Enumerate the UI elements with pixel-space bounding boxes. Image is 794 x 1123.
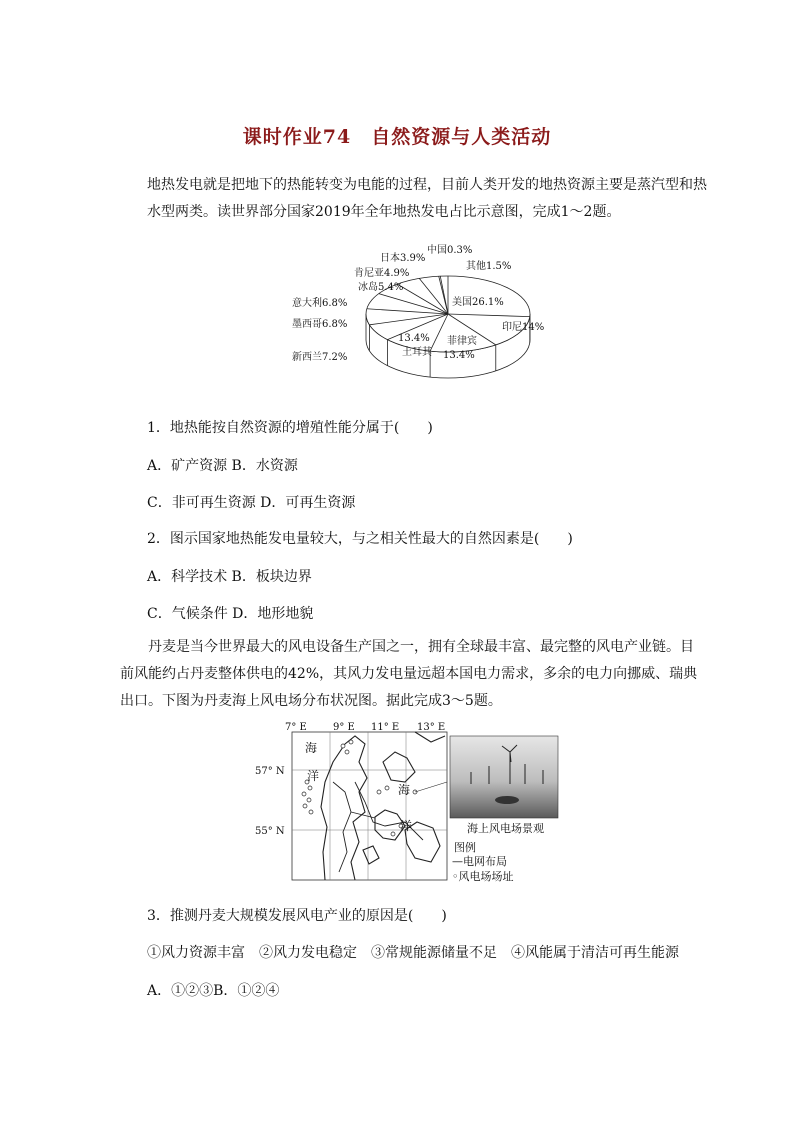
question-2-options-cd: C．气候条件 D．地形地貌 [147,606,314,622]
chart-label-newzealand: 新西兰7.2% [292,352,348,363]
map-lat-55n: 55° N [255,826,285,837]
geothermal-pie-chart [280,238,550,398]
map-sea-label-3: 海 [398,783,411,797]
question-3-items: ①风力资源丰富 ②风力发电稳定 ③常规能源储量不足 ④风能属于清洁可再生能源 [147,945,679,961]
chart-label-italy: 意大利6.8% [292,298,348,309]
chart-label-turkey-pct: 土耳其 [402,347,432,358]
chart-label-kenya: 肯尼亚4.9% [354,268,410,279]
intro-paragraph-denmark: 丹麦是当今世界最大的风电设备生产国之一，拥有全球最丰富、最完整的风电产业链。目前风能约占丹麦整体供电的42%，其风力发电量远超本国电力需求，多余的电力向挪威、瑞典出口。下图为丹麦海上风电场分布状况图。据此完成3～5题。 [120,639,698,709]
chart-label-philippines-pct: 13.4% [443,350,475,361]
question-1-options-ab: A．矿产资源 B．水资源 [147,458,298,474]
chart-label-indonesia: 印尼14% [502,322,545,333]
chart-label-others: 其他1.5% [466,261,512,272]
map-lon-9e: 9° E [333,722,355,733]
chart-label-japan: 日本3.9% [380,253,426,264]
offshore-wind-photo [450,736,558,818]
legend-site: ◦风电场场址 [452,870,514,883]
question-1-stem: 1．地热能按自然资源的增殖性能分属于( ) [147,420,433,436]
map-sea-label-4: 洋 [400,819,413,833]
question-3-stem: 3．推测丹麦大规模发展风电产业的原因是( ) [147,908,447,924]
intro-paragraph-geothermal: 地热发电就是把地下的热能转变为电能的过程，目前人类开发的地热资源主要是蒸汽型和热水型两类。读世界部分国家2019年全年地热发电占比示意图，完成1～2题。 [147,177,707,220]
denmark-wind-map [255,722,565,887]
legend-grid: —电网布局 [452,855,507,868]
map-sea-label-1: 海 [305,741,318,755]
map-lon-13e: 13° E [417,722,446,733]
chart-label-mexico: 墨西哥6.8% [292,319,348,330]
photo-caption: 海上风电场景观 [467,822,544,835]
question-2-options-ab: A．科学技术 B．板块边界 [147,569,312,585]
chart-label-china: 中国0.3% [427,245,473,256]
map-lat-57n: 57° N [255,766,285,777]
legend-title: 图例 [454,841,476,854]
chart-label-iceland: 冰岛5.4% [358,282,404,293]
map-lon-7e: 7° E [285,722,307,733]
chart-label-usa: 美国26.1% [452,297,504,308]
question-3-options-ab: A．①②③B．①②④ [147,983,280,999]
question-2-stem: 2．图示国家地热能发电量较大，与之相关性最大的自然因素是( ) [147,531,573,547]
map-lon-11e: 11° E [371,722,400,733]
page-title: 课时作业74 自然资源与人类活动 [242,126,552,148]
chart-label-philippines: 菲律宾 [447,336,477,347]
question-1-options-cd: C．非可再生资源 D．可再生资源 [147,495,356,511]
chart-label-turkey: 13.4% [398,333,430,344]
map-sea-label-2: 洋 [307,769,320,783]
